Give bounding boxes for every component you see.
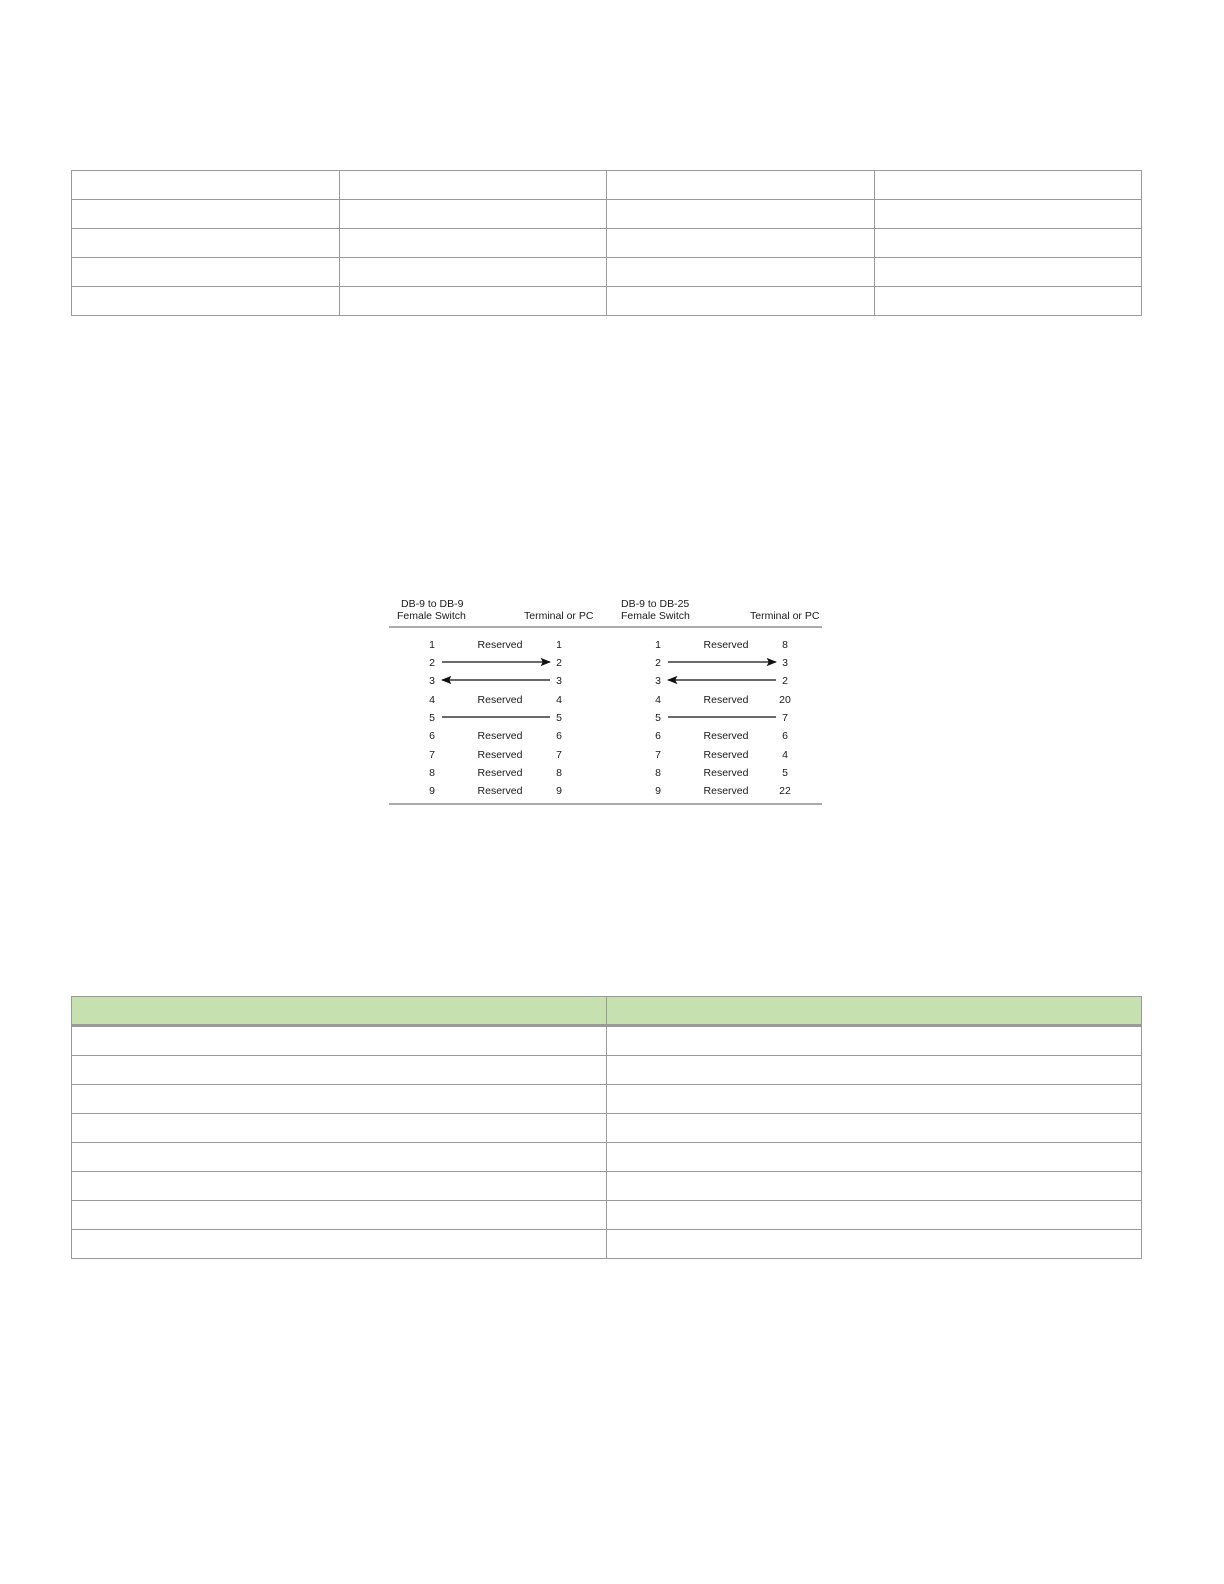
table-cell <box>607 1056 1142 1085</box>
table-cell <box>72 1056 607 1085</box>
table-header-cell <box>72 997 607 1026</box>
table-cell <box>72 1172 607 1201</box>
pinout-diagram <box>385 595 825 807</box>
switch-pin-label: 3 <box>429 675 435 687</box>
terminal-pin-label: 6 <box>556 730 562 742</box>
switch-pin-label: 6 <box>655 730 661 742</box>
switch-pin-label: 8 <box>429 767 435 779</box>
switch-pin-label: 7 <box>429 749 435 761</box>
table-cell <box>72 200 340 229</box>
terminal-pin-label: 2 <box>782 675 788 687</box>
table-row <box>72 1201 1142 1230</box>
table-cell <box>339 229 607 258</box>
table-cell <box>72 1026 607 1056</box>
table-cell <box>874 287 1142 316</box>
terminal-pin-label: 22 <box>779 785 791 797</box>
switch-pin-label: 9 <box>655 785 661 797</box>
table-cell <box>607 200 875 229</box>
table-cell <box>607 229 875 258</box>
terminal-pin-label: 5 <box>782 767 788 779</box>
reserved-label: Reserved <box>703 785 749 797</box>
table-cell <box>607 1172 1142 1201</box>
table-header-row <box>72 997 1142 1026</box>
table-row <box>72 1143 1142 1172</box>
terminal-pin-label: 7 <box>782 712 788 724</box>
table-cell <box>72 171 340 200</box>
table-cell <box>72 258 340 287</box>
table-row <box>72 1172 1142 1201</box>
switch-pin-label: 4 <box>655 694 661 706</box>
table-cell <box>607 258 875 287</box>
reserved-label: Reserved <box>477 785 523 797</box>
reserved-label: Reserved <box>477 749 523 761</box>
terminal-pin-label: 4 <box>782 749 788 761</box>
terminal-pin-label: 2 <box>556 657 562 669</box>
reserved-label: Reserved <box>477 767 523 779</box>
table-cell <box>607 1114 1142 1143</box>
table-cell <box>72 1230 607 1259</box>
top-table <box>71 170 1142 316</box>
panel-1-header-line-2: Female Switch <box>397 610 466 622</box>
table-row <box>72 229 1142 258</box>
bottom-table <box>71 996 1142 1259</box>
table-cell <box>607 1085 1142 1114</box>
table-cell <box>607 1201 1142 1230</box>
terminal-pin-label: 7 <box>556 749 562 761</box>
terminal-pin-label: 3 <box>556 675 562 687</box>
panel-2-header-line-2: Female Switch <box>621 610 690 622</box>
switch-pin-label: 6 <box>429 730 435 742</box>
switch-pin-label: 3 <box>655 675 661 687</box>
reserved-label: Reserved <box>703 639 749 651</box>
table-row <box>72 1056 1142 1085</box>
switch-pin-label: 7 <box>655 749 661 761</box>
switch-pin-label: 1 <box>429 639 435 651</box>
panel-2-header-right: Terminal or PC <box>750 610 820 622</box>
switch-pin-label: 9 <box>429 785 435 797</box>
terminal-pin-label: 1 <box>556 639 562 651</box>
table-cell <box>607 1026 1142 1056</box>
reserved-label: Reserved <box>477 730 523 742</box>
switch-pin-label: 5 <box>655 712 661 724</box>
terminal-pin-label: 3 <box>782 657 788 669</box>
reserved-label: Reserved <box>703 767 749 779</box>
terminal-pin-label: 20 <box>779 694 791 706</box>
table-row <box>72 171 1142 200</box>
switch-pin-label: 2 <box>655 657 661 669</box>
table-cell <box>607 1143 1142 1172</box>
reserved-label: Reserved <box>477 639 523 651</box>
terminal-pin-label: 4 <box>556 694 562 706</box>
table-cell <box>607 171 875 200</box>
table-cell <box>339 200 607 229</box>
table-row <box>72 200 1142 229</box>
table-cell <box>72 287 340 316</box>
panel-2-header-line-1: DB-9 to DB-25 <box>621 598 690 610</box>
table-row <box>72 1230 1142 1259</box>
table-cell <box>339 258 607 287</box>
terminal-pin-label: 5 <box>556 712 562 724</box>
terminal-pin-label: 8 <box>782 639 788 651</box>
switch-pin-label: 8 <box>655 767 661 779</box>
panel-1-header-line-1: DB-9 to DB-9 <box>401 598 464 610</box>
table-row <box>72 287 1142 316</box>
terminal-pin-label: 8 <box>556 767 562 779</box>
table-cell <box>607 287 875 316</box>
panel-1-header-right: Terminal or PC <box>524 610 594 622</box>
table-cell <box>874 171 1142 200</box>
table-cell <box>874 258 1142 287</box>
table-row <box>72 1114 1142 1143</box>
reserved-label: Reserved <box>703 749 749 761</box>
table-cell <box>339 171 607 200</box>
table-header-cell <box>607 997 1142 1026</box>
table-cell <box>72 1114 607 1143</box>
table-cell <box>72 1085 607 1114</box>
reserved-label: Reserved <box>703 694 749 706</box>
table-row <box>72 258 1142 287</box>
table-cell <box>339 287 607 316</box>
switch-pin-label: 4 <box>429 694 435 706</box>
table-cell <box>72 1201 607 1230</box>
table-cell <box>874 200 1142 229</box>
reserved-label: Reserved <box>477 694 523 706</box>
table-row <box>72 1026 1142 1056</box>
table-cell <box>874 229 1142 258</box>
table-cell <box>72 229 340 258</box>
table-row <box>72 1085 1142 1114</box>
table-cell <box>72 1143 607 1172</box>
reserved-label: Reserved <box>703 730 749 742</box>
switch-pin-label: 2 <box>429 657 435 669</box>
switch-pin-label: 1 <box>655 639 661 651</box>
switch-pin-label: 5 <box>429 712 435 724</box>
table-cell <box>607 1230 1142 1259</box>
terminal-pin-label: 6 <box>782 730 788 742</box>
terminal-pin-label: 9 <box>556 785 562 797</box>
